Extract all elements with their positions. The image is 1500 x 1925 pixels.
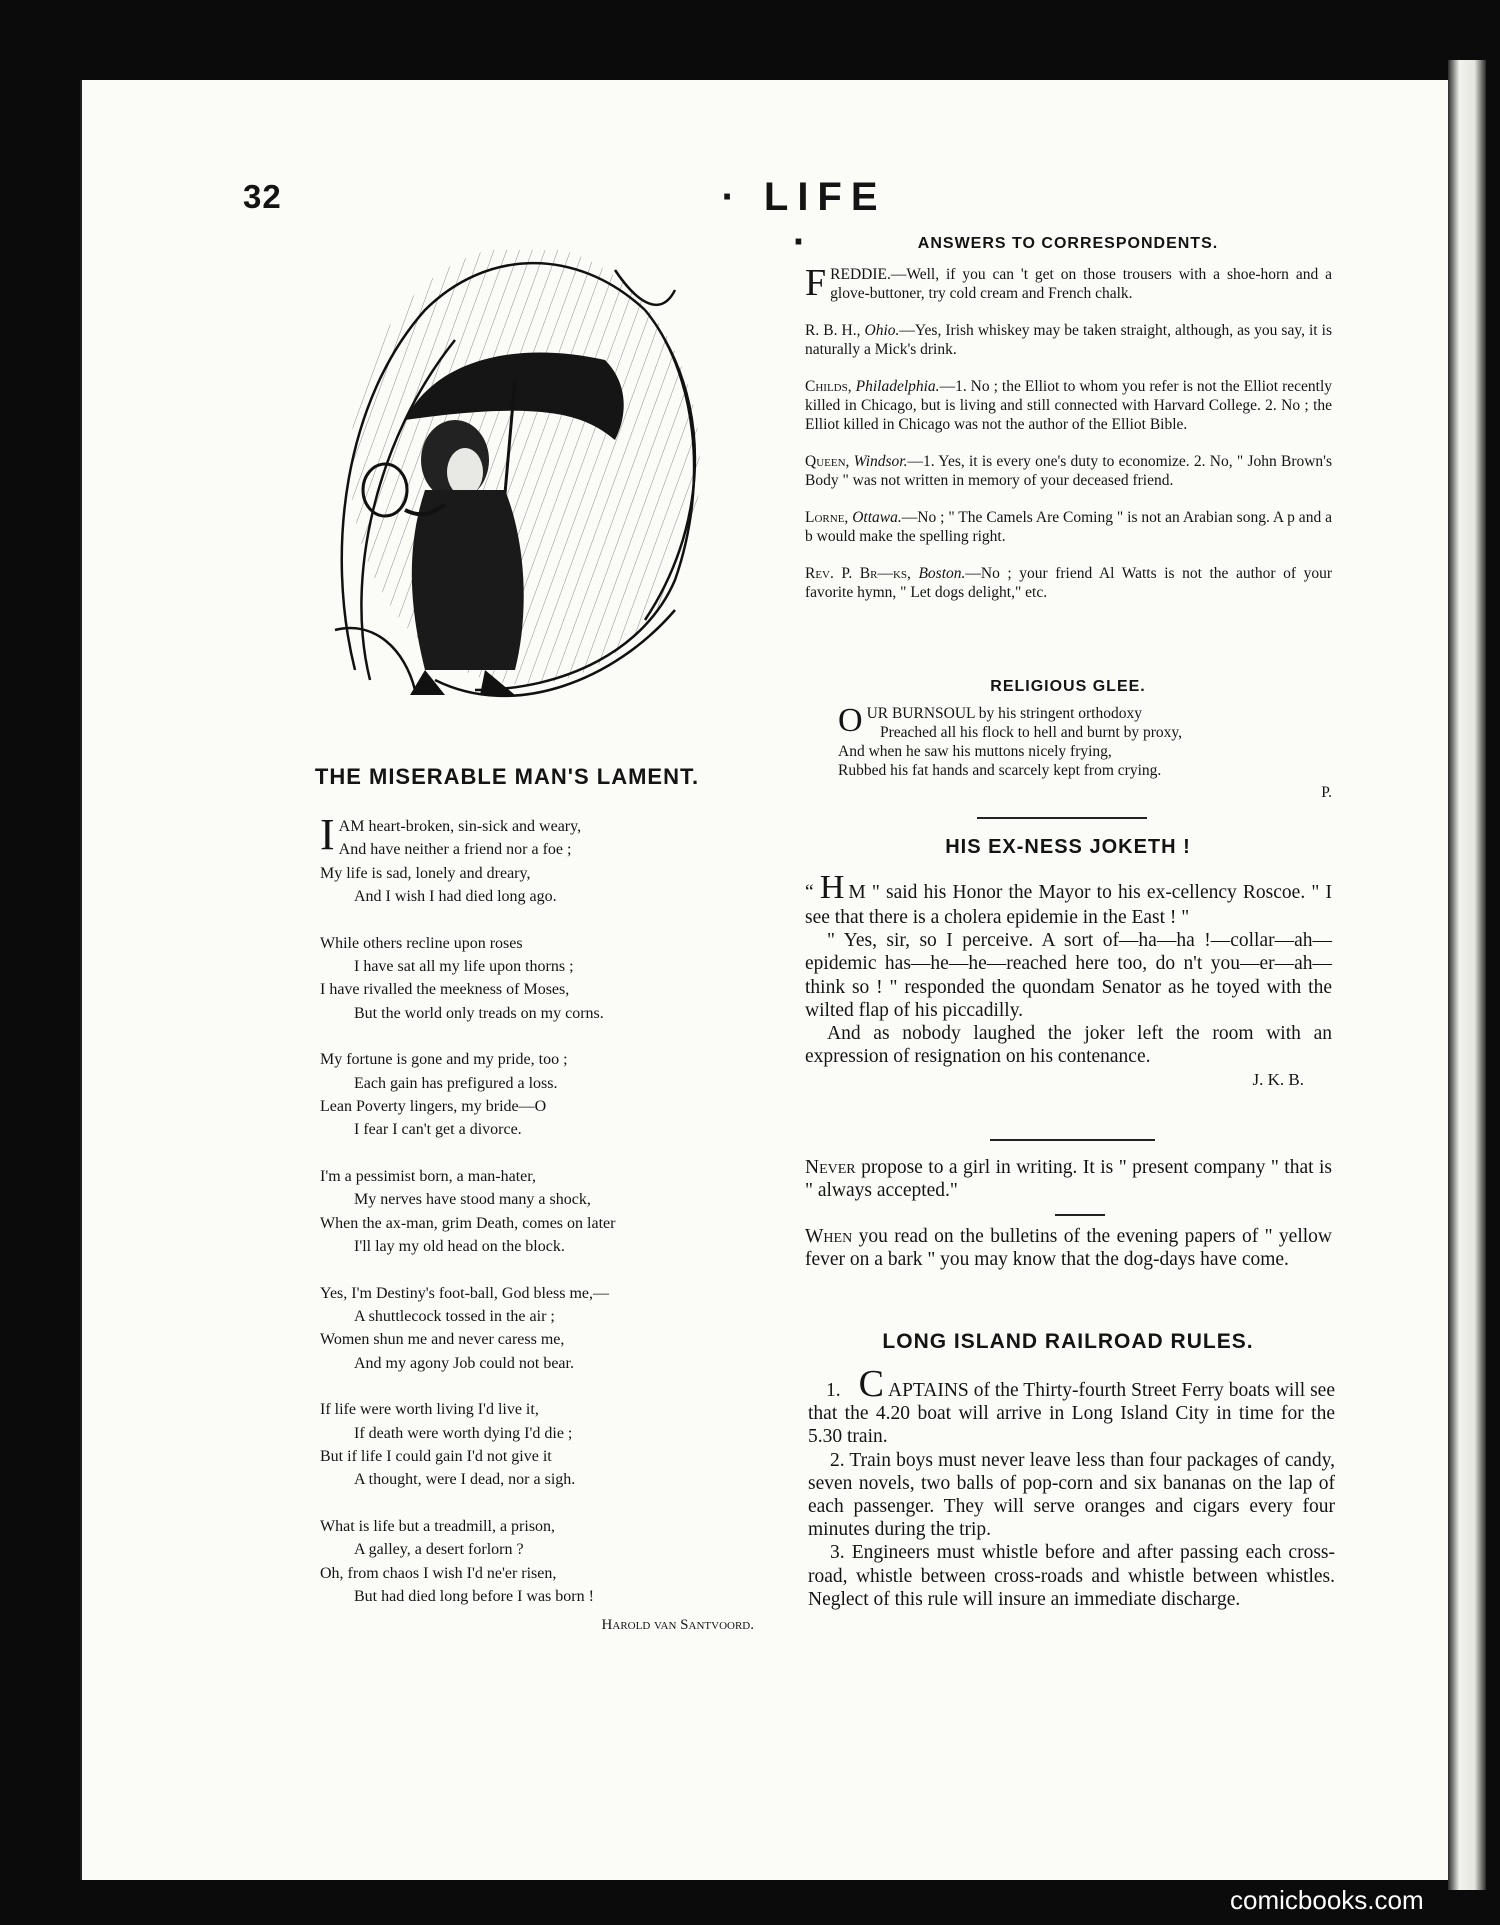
- poem-line: I'm a pessimist born, a man-hater,: [320, 1168, 536, 1186]
- answer-item: [805, 262, 1332, 304]
- answers-list: [805, 262, 1333, 620]
- divider: [977, 817, 1147, 819]
- answer-lead: Queen,: [805, 453, 850, 470]
- rule-1: [808, 1363, 1335, 1449]
- stanza-7: [320, 1515, 760, 1608]
- poem-line: AM heart-broken, sin-sick and weary,: [338, 818, 582, 835]
- answer-dropcap: F: [805, 262, 827, 304]
- poem-line: While others recline upon roses: [320, 934, 523, 952]
- poem-line: A thought, were I dead, nor a sigh.: [354, 1471, 576, 1489]
- answer-text: —No ; " The Camels Are Coming " is not an Arabian song. A p and a b would make the spelling right.: [805, 509, 1332, 545]
- rule-text: APTAINS of the Thirty-fourth Street Ferry boats will see that the 4.20 boat will arrive in Long Island City in time for the 5.30 train.: [808, 1380, 1335, 1448]
- poem-line: And have neither a friend nor a foe ;: [338, 841, 572, 859]
- poem-line: Women shun me and never caress me,: [320, 1331, 565, 1349]
- glee-line: UR BURNSOUL by his stringent orthodoxy: [866, 705, 1142, 722]
- lament-poem: [320, 810, 760, 1638]
- answer-text: —No ; your friend Al Watts is not the author of your favorite hymn, " Let dogs delight," etc.: [805, 565, 1333, 601]
- answer-lead: Lorne,: [805, 509, 849, 526]
- poem-line: And my agony Job could not bear.: [354, 1354, 574, 1372]
- answer-text: —1. Yes, it is every one's duty to economize. 2. No, " John Brown's Body " was not written in memory of your deceased friend.: [805, 453, 1332, 489]
- divider: [990, 1139, 1155, 1141]
- answer-place: Philadelphia.: [855, 378, 940, 395]
- divider: [1055, 1214, 1105, 1216]
- joketh-text: M " said his Honor the Mayor to his ex-cellency Roscoe. " I see that there is a cholera epidemie in the East ! ": [805, 882, 1332, 928]
- watermark: comicbooks.com: [1230, 1885, 1424, 1915]
- answer-place: Windsor.: [853, 453, 908, 470]
- poem-line: When the ax-man, grim Death, comes on later: [320, 1214, 616, 1232]
- glee-poem: [838, 704, 1332, 802]
- poem-line: I have rivalled the meekness of Moses,: [320, 981, 570, 999]
- rule-3: 3. Engineers must whistle before and after passing each cross-road, whistle between cross-roads and whistle between whistles. Neglect of this rule will insure an immediate discharge.: [808, 1542, 1335, 1610]
- stanza-5: [320, 1282, 760, 1375]
- answer-item: [805, 377, 1332, 434]
- poem-line: I'll lay my old head on the block.: [354, 1237, 565, 1255]
- page-spine: [1448, 60, 1486, 1890]
- joketh-dropcap: H: [819, 869, 845, 906]
- poem-line: My nerves have stood many a shock,: [354, 1191, 591, 1209]
- rules-dropcap: C: [858, 1363, 884, 1405]
- stanza-3: [320, 1048, 760, 1141]
- rules-title: LONG ISLAND RAILROAD RULES.: [882, 1330, 1254, 1353]
- page-number: 32: [243, 178, 282, 215]
- never-text: propose to a girl in writing. It is " present company " that is " always accepted.": [805, 1157, 1332, 1202]
- man-with-umbrella-illustration: [315, 250, 755, 720]
- poem-line: Lean Poverty lingers, my bride—O: [320, 1097, 547, 1115]
- answer-place: Boston.: [918, 565, 966, 582]
- masthead: · LIFE ·: [721, 175, 887, 264]
- answer-lead: R. B. H.,: [805, 322, 861, 339]
- joketh-title: HIS EX-NESS JOKETH !: [945, 836, 1191, 858]
- poem-line: But had died long before I was born !: [354, 1588, 594, 1606]
- lament-title: THE MISERABLE MAN'S LAMENT.: [314, 764, 700, 789]
- answer-item: [805, 508, 1332, 546]
- poem-line: A galley, a desert forlorn ?: [354, 1541, 524, 1559]
- answer-item: [805, 564, 1332, 602]
- when-paragraph: [805, 1225, 1332, 1271]
- poem-line: My fortune is gone and my pride, too ;: [320, 1051, 568, 1069]
- answer-text: —1. No ; the Elliot to whom you refer is not the Elliot recently killed in Chicago, but is living and still connected with Harvard College. 2. No ; the Elliot killed in Chicago was not the author of the Elliot Bible.: [805, 378, 1332, 433]
- when-text: you read on the bulletins of the evening papers of " yellow fever on a bark " you may know that the dog-days have come.: [805, 1226, 1332, 1271]
- joketh-para: " Yes, sir, so I perceive. A sort of—ha—ha !—collar—ah—epidemic has—he—he—reached here too, do n't you—er—ah—think so ! " responded the quondam Senator as he toyed with the wilted flap of his piccadilly.: [805, 930, 1332, 1021]
- never-paragraph: [805, 1156, 1332, 1202]
- answer-lead: Childs,: [805, 378, 852, 395]
- glee-signature: P.: [1321, 784, 1332, 801]
- poem-line: Each gain has prefigured a loss.: [354, 1074, 558, 1092]
- stanza-1: [320, 810, 760, 908]
- glee-dropcap: O: [838, 702, 863, 739]
- poem-line: What is life but a treadmill, a prison,: [320, 1518, 556, 1536]
- poem-line: But if life I could gain I'd not give it: [320, 1448, 552, 1466]
- stanza-4: [320, 1165, 760, 1258]
- lament-author: Harold van Santvoord.: [601, 1617, 754, 1634]
- answer-text: REDDIE.—Well, if you can 't get on those trousers with a shoe-horn and a glove-buttoner, try cold cream and French chalk.: [830, 266, 1332, 302]
- poem-line: My life is sad, lonely and dreary,: [320, 864, 531, 882]
- answer-place: Ohio.: [864, 322, 900, 339]
- when-lead: When: [805, 1226, 853, 1247]
- stanza-2: [320, 932, 760, 1025]
- rule-2: 2. Train boys must never leave less than four packages of candy, seven novels, two balls of pop-corn and six bananas on the lap of each passenger. They will serve oranges and cigars every four minutes during the trip.: [808, 1449, 1335, 1541]
- joketh-signature: J. K. B.: [1252, 1070, 1304, 1090]
- glee-line: Preached all his flock to hell and burnt by proxy,: [880, 724, 1183, 741]
- poem-line: Oh, from chaos I wish I'd ne'er risen,: [320, 1564, 557, 1582]
- poem-line: But the world only treads on my corns.: [354, 1004, 604, 1022]
- answer-item: [805, 452, 1332, 490]
- glee-line: Rubbed his fat hands and scarcely kept from crying.: [838, 762, 1162, 779]
- answers-title: ANSWERS TO CORRESPONDENTS.: [917, 235, 1219, 252]
- poem-line: I have sat all my life upon thorns ;: [354, 957, 574, 975]
- open-quote: “: [805, 882, 814, 903]
- poem-line: If life were worth living I'd live it,: [320, 1401, 539, 1419]
- answer-place: Ottawa.: [852, 509, 902, 526]
- answer-text: —Yes, Irish whiskey may be taken straight, although, as you say, it is naturally a Mick's drink.: [805, 322, 1333, 358]
- poem-line: Yes, I'm Destiny's foot-ball, God bless me,—: [320, 1284, 610, 1302]
- joketh-para: And as nobody laughed the joker left the room with an expression of resignation on his contenance.: [805, 1023, 1332, 1068]
- poem-line: And I wish I had died long ago.: [354, 887, 557, 905]
- lament-dropcap: I: [320, 810, 335, 859]
- glee-title: RELIGIOUS GLEE.: [990, 678, 1146, 695]
- rule-number: 1.: [826, 1380, 841, 1401]
- rules-list: [808, 1363, 1335, 1611]
- poem-line: If death were worth dying I'd die ;: [354, 1424, 573, 1442]
- never-lead: Never: [805, 1157, 856, 1178]
- poem-line: I fear I can't get a divorce.: [354, 1121, 522, 1139]
- joketh-story: [805, 870, 1332, 1092]
- glee-line: And when he saw his muttons nicely frying,: [838, 743, 1112, 760]
- answer-item: [805, 321, 1332, 359]
- poem-line: A shuttlecock tossed in the air ;: [354, 1308, 555, 1326]
- joketh-para: [805, 870, 1332, 929]
- stanza-6: [320, 1398, 760, 1491]
- answer-lead: Rev. P. Br—ks,: [805, 565, 911, 582]
